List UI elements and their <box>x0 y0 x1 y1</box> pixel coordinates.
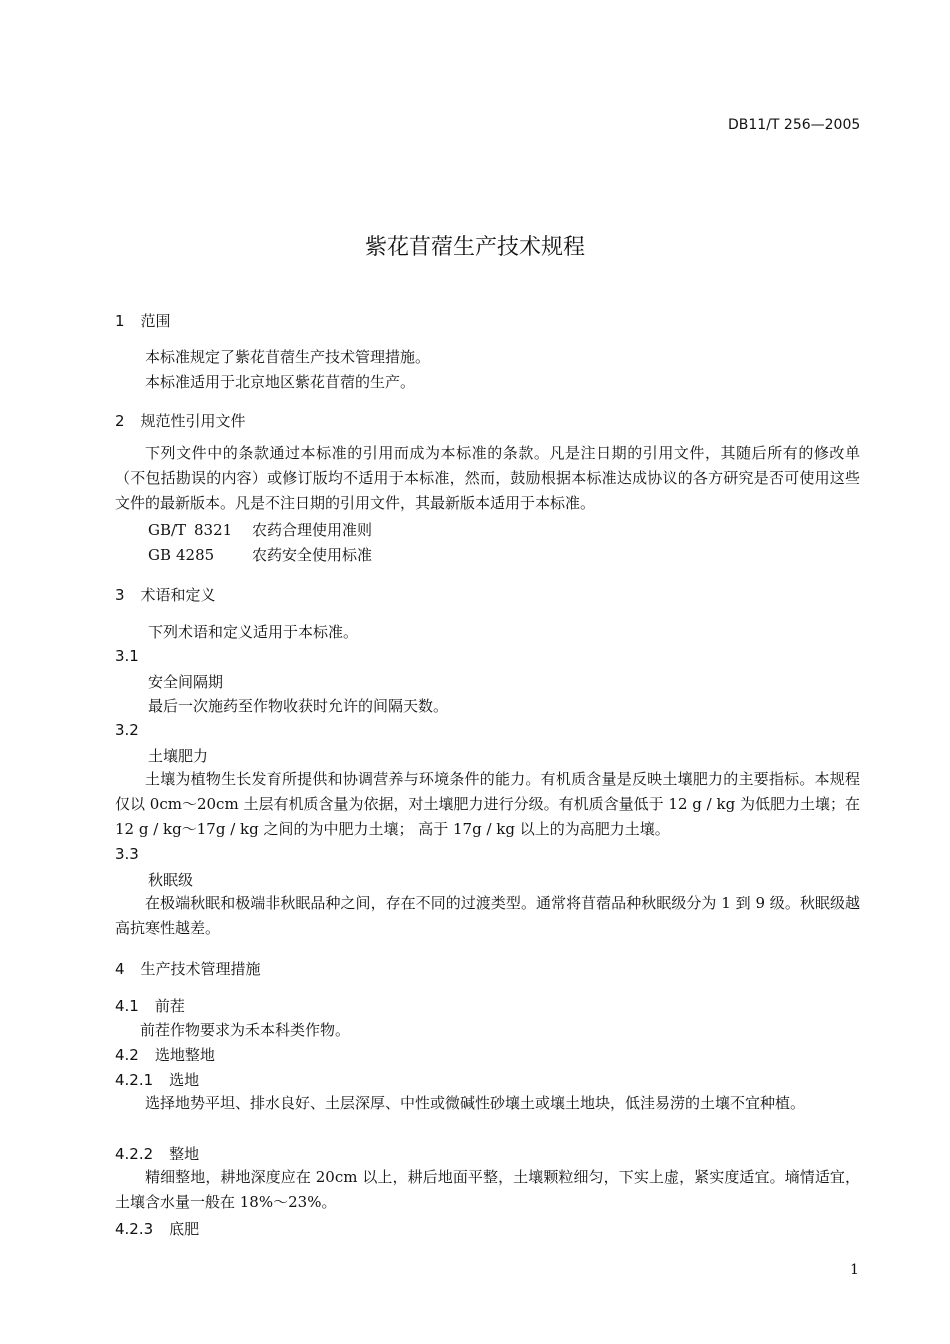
subsection-number: 4.2.2 <box>115 1145 154 1163</box>
section-number: 2 <box>115 412 125 430</box>
reference-number: 8321 <box>194 521 233 539</box>
term-name: 安全间隔期 <box>148 673 224 691</box>
subsection-paragraph <box>115 1165 860 1215</box>
section-number: 4 <box>115 960 125 978</box>
paragraph-text: 下列文件中的条款通过本标准的引用而成为本标准的条款。凡是注日期的引用文件，其随后所有的修改单（不包括勘误的内容）或修订版均不适用于本标准，然而，鼓励根据本标准达成协议的各方研究是否可使用这些文件的最新版本。凡是不注日期的引用文件，其最新版本适用于本标准。 <box>115 444 860 512</box>
section-2-paragraph <box>115 441 860 516</box>
section-1-heading <box>115 310 171 331</box>
reference-code: GB <box>148 546 172 564</box>
reference-number: 4285 <box>176 546 215 564</box>
section-4-heading <box>115 958 261 979</box>
reference-name: 农药合理使用准则 <box>252 521 373 539</box>
subsection-heading <box>115 995 185 1016</box>
term-number: 3.3 <box>115 845 139 863</box>
section-number: 3 <box>115 586 125 604</box>
section-2-heading <box>115 410 246 431</box>
subsection-paragraph <box>115 1091 860 1116</box>
reference-code: GB/T <box>148 521 187 539</box>
subsection-number: 4.2 <box>115 1046 139 1064</box>
term-number: 3.1 <box>115 647 139 665</box>
subsection-heading <box>115 1143 199 1164</box>
term-number: 3.2 <box>115 721 139 739</box>
subsection-title: 整地 <box>169 1145 200 1163</box>
paragraph-text: 土壤为植物生长发育所提供和协调营养与环境条件的能力。有机质含量是反映土壤肥力的主要指标。本规程仅以 0cm～20cm 土层有机质含量为依据，对土壤肥力进行分级。有机质含量低于 12 g / kg 为低肥力土壤；在 12 g / kg～17g / kg 之间的为中肥力土壤； 高于 17g / kg 以上的为高肥力土壤。 <box>115 770 860 838</box>
subsection-number: 4.1 <box>115 997 139 1015</box>
subsection-heading <box>115 1069 199 1090</box>
term-name: 秋眠级 <box>148 871 194 889</box>
paragraph-text: 选择地势平坦、排水良好、土层深厚、中性或微碱性砂壤土或壤土地块，低洼易涝的土壤不宜种植。 <box>145 1094 806 1112</box>
subsection-title: 选地整地 <box>154 1046 215 1064</box>
term-definition <box>115 767 860 842</box>
subsection-paragraph: 前茬作物要求为禾本科类作物。 <box>140 1021 351 1039</box>
subsection-heading <box>115 1218 199 1239</box>
section-3-paragraph: 下列术语和定义适用于本标准。 <box>148 623 359 641</box>
reference-item <box>148 519 372 540</box>
subsection-title: 底肥 <box>169 1220 200 1238</box>
term-definition <box>115 891 860 941</box>
subsection-title: 前茬 <box>154 997 185 1015</box>
section-title: 术语和定义 <box>140 586 216 604</box>
standard-number: DB11/T 256—2005 <box>728 117 861 133</box>
document-title: 紫花苜蓿生产技术规程 <box>364 235 585 260</box>
subsection-number: 4.2.3 <box>115 1220 154 1238</box>
subsection-number: 4.2.1 <box>115 1071 154 1089</box>
section-1-paragraph: 本标准适用于北京地区紫花苜蓿的生产。 <box>145 373 416 391</box>
subsection-heading <box>115 1044 215 1065</box>
section-3-heading <box>115 584 216 605</box>
page-number: 1 <box>850 1262 859 1278</box>
section-title: 规范性引用文件 <box>140 412 246 430</box>
section-title: 范围 <box>140 312 171 330</box>
paragraph-text: 在极端秋眠和极端非秋眠品种之间，存在不同的过渡类型。通常将苜蓿品种秋眠级分为 1 到 9 级。秋眠级越高抗寒性越差。 <box>115 894 860 937</box>
section-1-paragraph: 本标准规定了紫花苜蓿生产技术管理措施。 <box>145 348 431 366</box>
reference-name: 农药安全使用标准 <box>252 546 373 564</box>
reference-item <box>148 544 372 565</box>
section-title: 生产技术管理措施 <box>140 960 261 978</box>
paragraph-text: 精细整地，耕地深度应在 20cm 以上，耕后地面平整，土壤颗粒细匀，下实上虚，紧实度适宜。墒情适宜，土壤含水量一般在 18%～23%。 <box>115 1168 860 1211</box>
section-number: 1 <box>115 312 125 330</box>
term-definition: 最后一次施药至作物收获时允许的间隔天数。 <box>148 697 449 715</box>
subsection-title: 选地 <box>169 1071 200 1089</box>
term-name: 土壤肥力 <box>148 747 209 765</box>
